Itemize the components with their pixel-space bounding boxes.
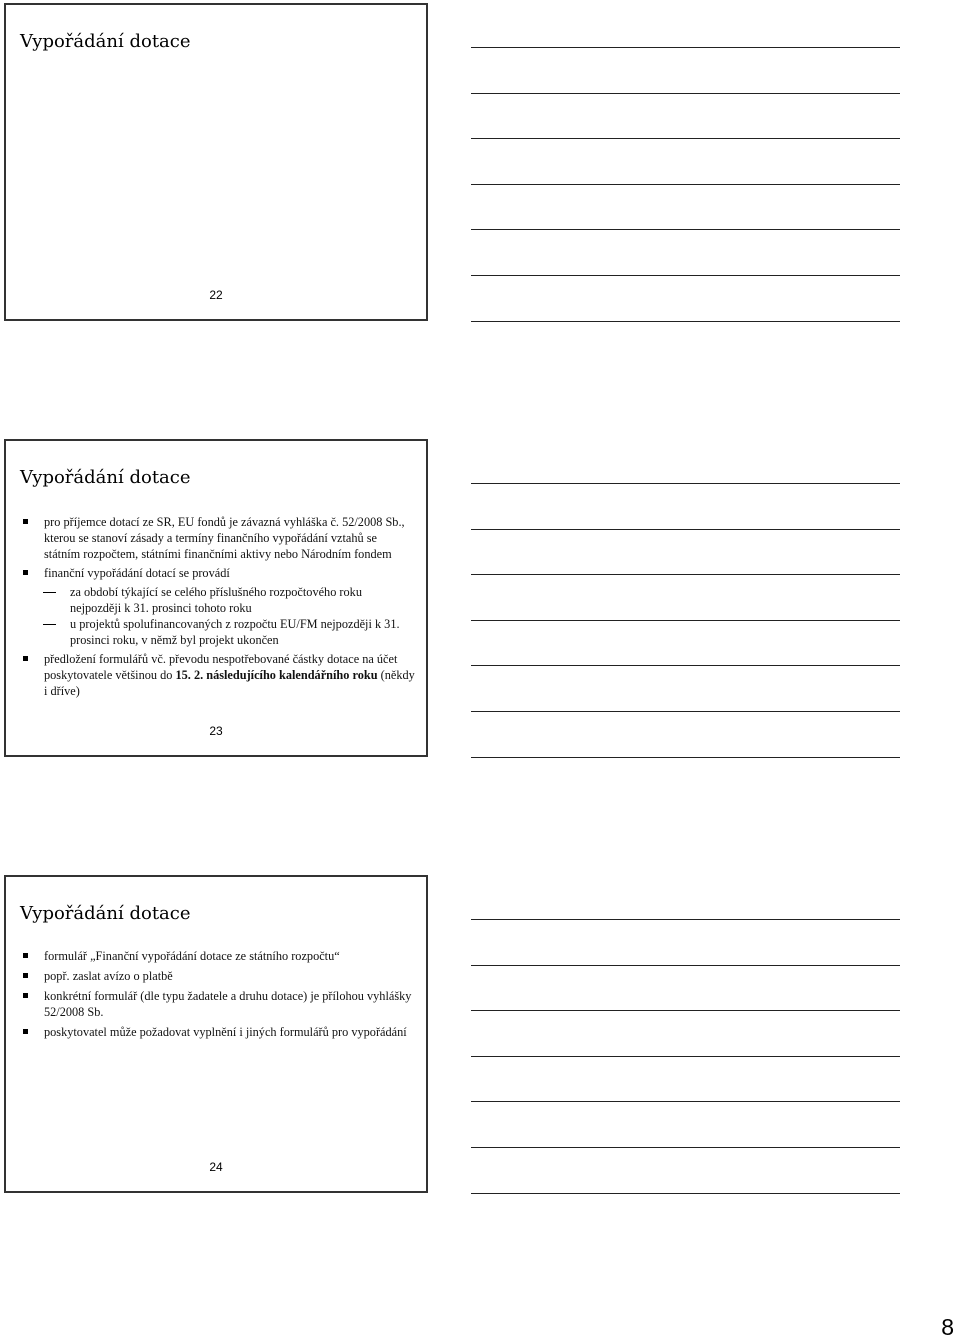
note-line [471,620,900,621]
slide-title: Vypořádání dotace [20,31,191,52]
note-line [471,919,900,920]
note-line [471,665,900,666]
bullet-list [20,514,416,699]
bullet-item: formulář „Finanční vypořádání dotace ze státního rozpočtu“ [20,948,416,964]
slide-number: 24 [209,1160,223,1174]
sub-bullet-item: u projektů spolufinancovaných z rozpočtu EU/FM nejpozději k 31. prosinci roku, v němž byl projekt ukončen [20,616,416,648]
note-line [471,1010,900,1011]
bullet-item [20,651,416,699]
note-line [471,965,900,966]
note-line [471,1056,900,1057]
note-line [471,1193,900,1194]
bullet-item: konkrétní formulář (dle typu žadatele a druhu dotace) je přílohou vyhlášky 52/2008 Sb. [20,988,416,1020]
slide-number: 23 [209,724,223,738]
note-line [471,275,900,276]
note-line [471,483,900,484]
bullet-item: poskytovatel může požadovat vyplnění i jiných formulářů pro vypořádání [20,1024,416,1040]
bullet-list [20,948,416,1040]
note-line [471,47,900,48]
bullet-text-suffix: (někdy i dříve) [44,668,415,698]
note-line [471,757,900,758]
note-line [471,1147,900,1148]
slide-23 [4,439,428,757]
slide-title: Vypořádání dotace [20,903,191,924]
page-number: 8 [941,1314,954,1340]
slide-24 [4,875,428,1193]
note-line [471,1101,900,1102]
note-line [471,321,900,322]
slide-title: Vypořádání dotace [20,467,191,488]
slide-number: 22 [209,288,223,302]
note-line [471,711,900,712]
note-line [471,138,900,139]
note-line [471,229,900,230]
slide-22 [4,3,428,321]
note-line [471,529,900,530]
bullet-item: popř. zaslat avízo o platbě [20,968,416,984]
bullet-item: finanční vypořádání dotací se provádí [20,565,416,581]
note-line [471,93,900,94]
note-line [471,574,900,575]
bullet-text: předložení formulářů vč. převodu nespotřebované částky dotace na účet poskytovatele většinou do [44,652,398,682]
bullet-item: pro příjemce dotací ze SR, EU fondů je závazná vyhláška č. 52/2008 Sb., kterou se stanoví zásady a termíny finančního vypořádání vztahů se státním rozpočtem, státními finančními aktivy nebo Národním fondem [20,514,416,562]
deadline-bold-text: 15. 2. následujícího kalendářního roku [175,668,378,682]
note-line [471,184,900,185]
sub-bullet-item: za období týkající se celého příslušného rozpočtového roku nejpozději k 31. prosinci tohoto roku [20,584,416,616]
